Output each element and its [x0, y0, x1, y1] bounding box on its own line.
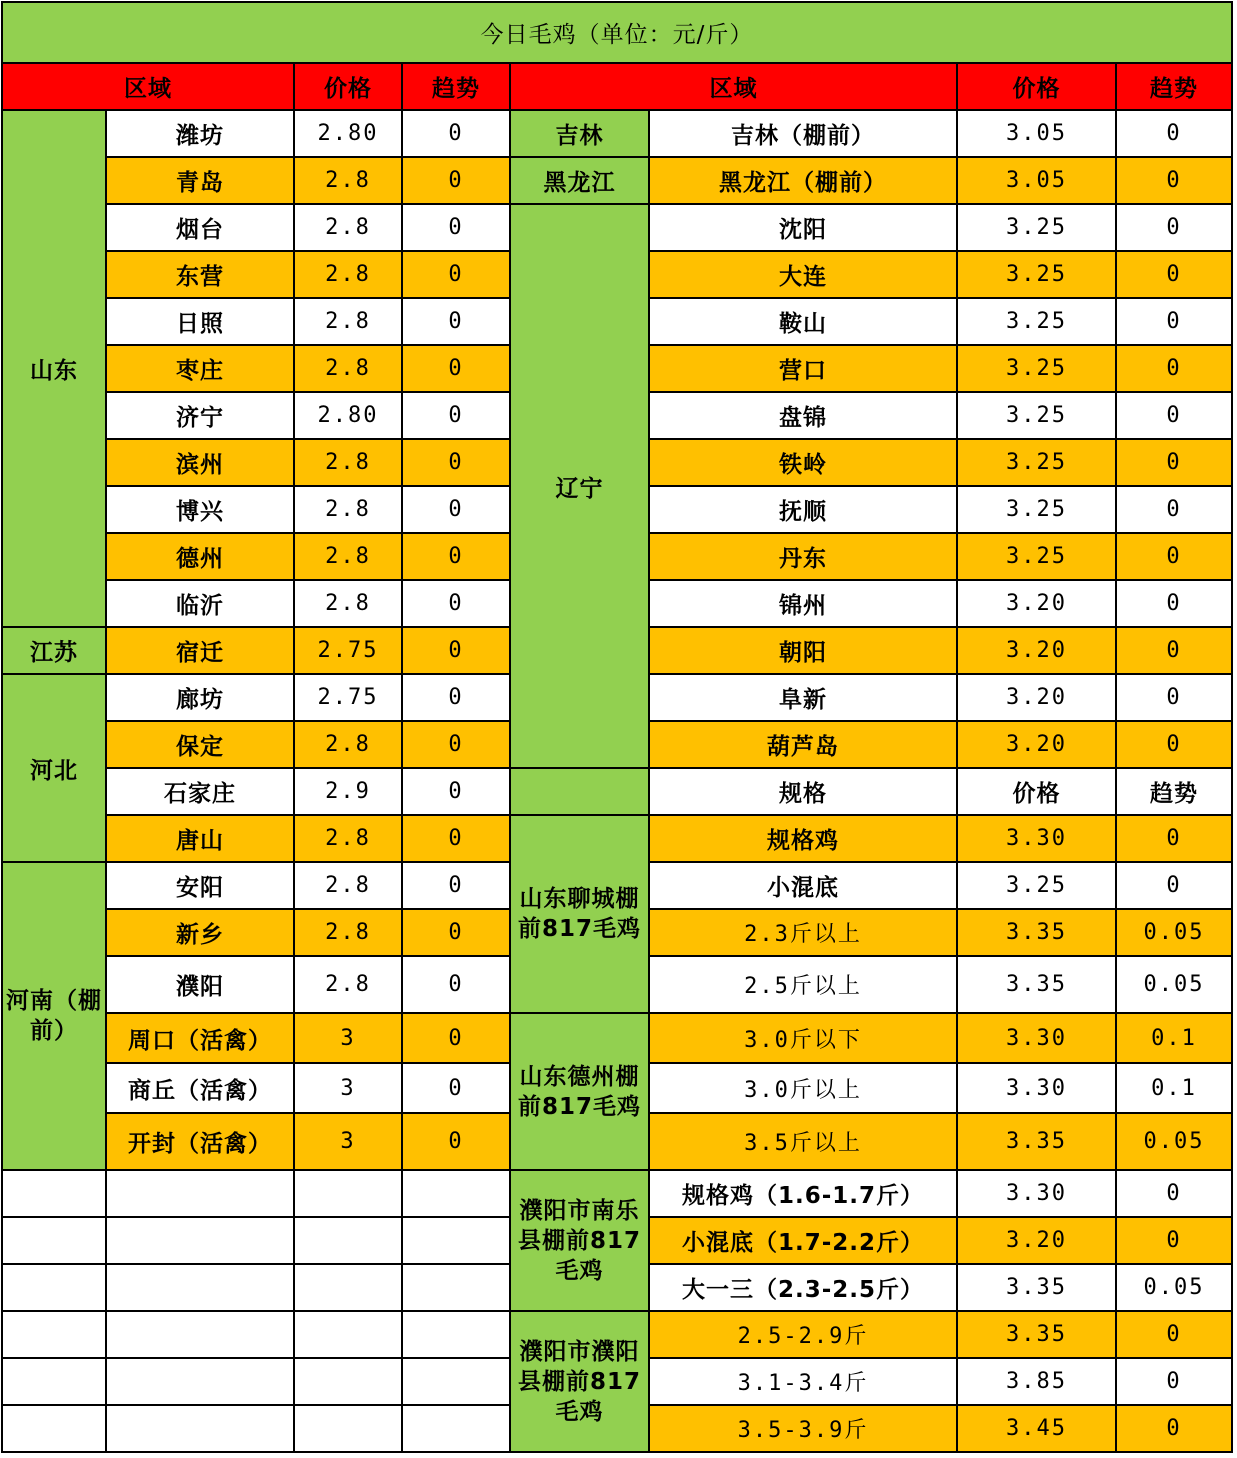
city-cell: 临沂 [106, 580, 294, 627]
price-cell: 2.8 [294, 439, 402, 486]
trend-cell: 0.1 [1116, 1013, 1232, 1063]
trend-cell: 0 [402, 204, 510, 251]
city-cell: 保定 [106, 721, 294, 768]
price-cell: 3.30 [957, 815, 1116, 862]
spec-cell: 2.5斤以上 [649, 956, 957, 1013]
price-cell: 3.45 [957, 1405, 1116, 1452]
trend-cell: 0 [1116, 298, 1232, 345]
trend-cell: 0 [402, 815, 510, 862]
trend-cell: 0 [1116, 1405, 1232, 1452]
trend-cell: 0 [402, 157, 510, 204]
empty-cell [294, 1405, 402, 1452]
trend-cell: 0 [1116, 1170, 1232, 1217]
empty-cell [402, 1264, 510, 1311]
trend-cell: 0 [1116, 204, 1232, 251]
price-cell: 3.05 [957, 110, 1116, 157]
group-cell: 濮阳市濮阳县棚前817毛鸡 [510, 1311, 649, 1452]
empty-cell [106, 1170, 294, 1217]
empty-cell [106, 1358, 294, 1405]
price-cell: 3.30 [957, 1063, 1116, 1113]
price-table [1, 1, 1233, 1453]
province-cell: 黑龙江 [510, 157, 649, 204]
trend-cell: 0 [1116, 486, 1232, 533]
city-cell: 丹东 [649, 533, 957, 580]
spec-cell: 规格鸡 [649, 815, 957, 862]
city-cell: 唐山 [106, 815, 294, 862]
city-cell: 廊坊 [106, 674, 294, 721]
price-cell: 3 [294, 1013, 402, 1063]
header-right-price: 价格 [957, 63, 1116, 110]
price-cell: 3.35 [957, 956, 1116, 1013]
city-cell: 葫芦岛 [649, 721, 957, 768]
spec-cell: 3.0斤以上 [649, 1063, 957, 1113]
empty-cell [2, 1217, 106, 1264]
trend-cell: 0.1 [1116, 1063, 1232, 1113]
spec-header-blank [510, 768, 649, 815]
trend-cell: 0.05 [1116, 1264, 1232, 1311]
spec-cell: 规格鸡（1.6-1.7斤） [649, 1170, 957, 1217]
price-cell: 3.30 [957, 1170, 1116, 1217]
price-cell: 3.20 [957, 721, 1116, 768]
trend-cell: 0 [402, 909, 510, 956]
price-cell: 3.85 [957, 1358, 1116, 1405]
empty-cell [106, 1264, 294, 1311]
empty-cell [2, 1170, 106, 1217]
trend-cell: 0.05 [1116, 956, 1232, 1013]
price-cell: 3.20 [957, 627, 1116, 674]
city-cell: 沈阳 [649, 204, 957, 251]
price-cell: 2.80 [294, 392, 402, 439]
spec-cell: 2.5-2.9斤 [649, 1311, 957, 1358]
spec-cell: 3.5斤以上 [649, 1113, 957, 1170]
trend-cell: 0 [1116, 345, 1232, 392]
empty-cell [294, 1264, 402, 1311]
spec-header-spec: 规格 [649, 768, 957, 815]
spec-cell: 3.5-3.9斤 [649, 1405, 957, 1452]
price-cell: 2.8 [294, 721, 402, 768]
trend-cell: 0.05 [1116, 909, 1232, 956]
province-cell: 江苏 [2, 627, 106, 674]
trend-cell: 0 [402, 251, 510, 298]
empty-cell [2, 1358, 106, 1405]
city-cell: 东营 [106, 251, 294, 298]
price-cell: 3 [294, 1113, 402, 1170]
trend-cell: 0 [402, 533, 510, 580]
price-cell: 2.8 [294, 204, 402, 251]
trend-cell: 0 [402, 1063, 510, 1113]
city-cell: 黑龙江（棚前） [649, 157, 957, 204]
trend-cell: 0 [402, 110, 510, 157]
empty-cell [2, 1311, 106, 1358]
trend-cell: 0 [402, 627, 510, 674]
price-cell: 3.25 [957, 862, 1116, 909]
trend-cell: 0 [1116, 627, 1232, 674]
city-cell: 日照 [106, 298, 294, 345]
group-cell: 濮阳市南乐县棚前817毛鸡 [510, 1170, 649, 1311]
city-cell: 吉林（棚前） [649, 110, 957, 157]
city-cell: 商丘（活禽） [106, 1063, 294, 1113]
price-cell: 2.8 [294, 533, 402, 580]
price-cell: 3.30 [957, 1013, 1116, 1063]
empty-cell [294, 1217, 402, 1264]
price-cell: 3.35 [957, 1311, 1116, 1358]
trend-cell: 0 [1116, 815, 1232, 862]
price-cell: 2.75 [294, 674, 402, 721]
empty-cell [2, 1405, 106, 1452]
spec-cell: 2.3斤以上 [649, 909, 957, 956]
province-cell: 辽宁 [510, 204, 649, 768]
price-cell: 2.8 [294, 298, 402, 345]
price-cell: 3.25 [957, 533, 1116, 580]
city-cell: 濮阳 [106, 956, 294, 1013]
spec-header-price: 价格 [957, 768, 1116, 815]
empty-cell [2, 1264, 106, 1311]
header-right-trend: 趋势 [1116, 63, 1232, 110]
price-cell: 2.8 [294, 157, 402, 204]
price-cell: 3.25 [957, 439, 1116, 486]
empty-cell [294, 1358, 402, 1405]
price-cell: 3 [294, 1063, 402, 1113]
empty-cell [294, 1170, 402, 1217]
city-cell: 石家庄 [106, 768, 294, 815]
trend-cell: 0 [1116, 439, 1232, 486]
price-cell: 3.35 [957, 909, 1116, 956]
trend-cell: 0 [1116, 674, 1232, 721]
trend-cell: 0 [402, 1113, 510, 1170]
trend-cell: 0 [402, 439, 510, 486]
trend-cell: 0 [402, 392, 510, 439]
price-cell: 2.8 [294, 580, 402, 627]
city-cell: 烟台 [106, 204, 294, 251]
city-cell: 济宁 [106, 392, 294, 439]
header-left-price: 价格 [294, 63, 402, 110]
city-cell: 博兴 [106, 486, 294, 533]
city-cell: 铁岭 [649, 439, 957, 486]
price-cell: 3.20 [957, 674, 1116, 721]
trend-cell: 0 [1116, 110, 1232, 157]
price-cell: 2.9 [294, 768, 402, 815]
group-cell: 山东德州棚前817毛鸡 [510, 1013, 649, 1170]
empty-cell [106, 1405, 294, 1452]
price-cell: 3.25 [957, 204, 1116, 251]
header-right-region: 区域 [510, 63, 957, 110]
city-cell: 青岛 [106, 157, 294, 204]
empty-cell [402, 1311, 510, 1358]
city-cell: 开封（活禽） [106, 1113, 294, 1170]
city-cell: 德州 [106, 533, 294, 580]
price-cell: 3.20 [957, 1217, 1116, 1264]
price-cell: 3.25 [957, 392, 1116, 439]
city-cell: 新乡 [106, 909, 294, 956]
trend-cell: 0 [1116, 580, 1232, 627]
city-cell: 周口（活禽） [106, 1013, 294, 1063]
price-cell: 2.8 [294, 862, 402, 909]
spec-header-trend: 趋势 [1116, 768, 1232, 815]
price-cell: 2.8 [294, 909, 402, 956]
empty-cell [402, 1358, 510, 1405]
spec-cell: 小混底（1.7-2.2斤） [649, 1217, 957, 1264]
price-cell: 2.8 [294, 486, 402, 533]
city-cell: 阜新 [649, 674, 957, 721]
trend-cell: 0 [402, 1013, 510, 1063]
trend-cell: 0 [402, 486, 510, 533]
sheet-title: 今日毛鸡（单位：元/斤） [2, 2, 1232, 63]
price-cell: 2.8 [294, 251, 402, 298]
price-cell: 3.05 [957, 157, 1116, 204]
trend-cell: 0 [1116, 1311, 1232, 1358]
empty-cell [106, 1217, 294, 1264]
spec-cell: 3.1-3.4斤 [649, 1358, 957, 1405]
trend-cell: 0 [1116, 251, 1232, 298]
trend-cell: 0 [1116, 1217, 1232, 1264]
province-cell: 山东 [2, 110, 106, 627]
trend-cell: 0 [1116, 1358, 1232, 1405]
city-cell: 宿迁 [106, 627, 294, 674]
empty-cell [402, 1217, 510, 1264]
price-cell: 3.35 [957, 1113, 1116, 1170]
price-cell: 3.25 [957, 345, 1116, 392]
city-cell: 鞍山 [649, 298, 957, 345]
spec-cell: 小混底 [649, 862, 957, 909]
city-cell: 潍坊 [106, 110, 294, 157]
trend-cell: 0 [402, 580, 510, 627]
city-cell: 滨州 [106, 439, 294, 486]
price-cell: 2.8 [294, 345, 402, 392]
empty-cell [106, 1311, 294, 1358]
trend-cell: 0 [402, 345, 510, 392]
trend-cell: 0 [402, 768, 510, 815]
price-cell: 3.25 [957, 486, 1116, 533]
trend-cell: 0 [1116, 533, 1232, 580]
city-cell: 安阳 [106, 862, 294, 909]
price-cell: 3.25 [957, 251, 1116, 298]
trend-cell: 0 [402, 721, 510, 768]
trend-cell: 0 [402, 298, 510, 345]
city-cell: 盘锦 [649, 392, 957, 439]
price-cell: 2.8 [294, 815, 402, 862]
trend-cell: 0.05 [1116, 1113, 1232, 1170]
trend-cell: 0 [1116, 721, 1232, 768]
city-cell: 锦州 [649, 580, 957, 627]
trend-cell: 0 [402, 956, 510, 1013]
header-left-trend: 趋势 [402, 63, 510, 110]
city-cell: 抚顺 [649, 486, 957, 533]
trend-cell: 0 [402, 862, 510, 909]
price-cell: 2.80 [294, 110, 402, 157]
province-cell: 河南（棚前） [2, 862, 106, 1170]
trend-cell: 0 [1116, 862, 1232, 909]
province-cell: 吉林 [510, 110, 649, 157]
spec-cell: 大一三（2.3-2.5斤） [649, 1264, 957, 1311]
header-left-region: 区域 [2, 63, 294, 110]
spec-cell: 3.0斤以下 [649, 1013, 957, 1063]
city-cell: 朝阳 [649, 627, 957, 674]
price-cell: 3.20 [957, 580, 1116, 627]
price-cell: 3.35 [957, 1264, 1116, 1311]
price-cell: 2.8 [294, 956, 402, 1013]
empty-cell [294, 1311, 402, 1358]
trend-cell: 0 [1116, 157, 1232, 204]
city-cell: 营口 [649, 345, 957, 392]
empty-cell [402, 1170, 510, 1217]
price-cell: 2.75 [294, 627, 402, 674]
trend-cell: 0 [402, 674, 510, 721]
trend-cell: 0 [1116, 392, 1232, 439]
price-cell: 3.25 [957, 298, 1116, 345]
city-cell: 大连 [649, 251, 957, 298]
empty-cell [402, 1405, 510, 1452]
province-cell: 河北 [2, 674, 106, 862]
city-cell: 枣庄 [106, 345, 294, 392]
group-cell: 山东聊城棚前817毛鸡 [510, 815, 649, 1013]
